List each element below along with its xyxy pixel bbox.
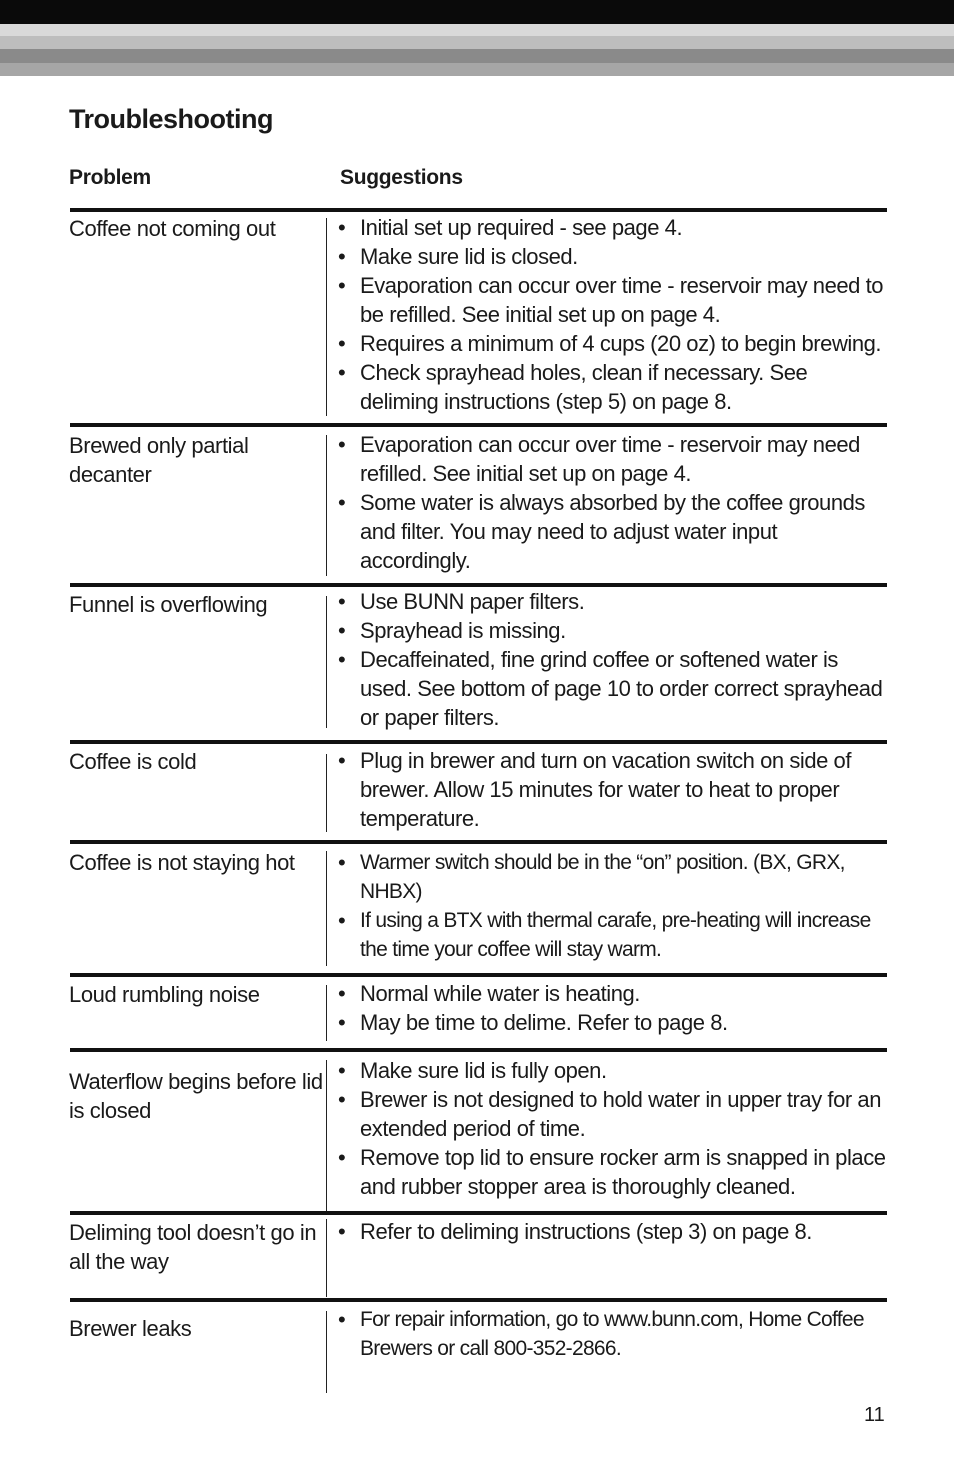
- suggestion-item: • Normal while water is heating.: [336, 979, 886, 1008]
- suggestion-item: • Plug in brewer and turn on vacation switch on side of brewer. Allow 15 minutes for water to heat to proper temperature.: [336, 746, 886, 833]
- problem-cell: Coffee is not staying hot: [69, 850, 295, 875]
- suggestion-item: • Sprayhead is missing.: [336, 616, 886, 645]
- suggestion-item: • If using a BTX with thermal carafe, pre-heating will increase the time your coffee will stay warm.: [336, 906, 886, 964]
- page-title: Troubleshooting: [69, 104, 273, 134]
- column-divider: [326, 596, 327, 728]
- suggestion-item: • Requires a minimum of 4 cups (20 oz) to begin brewing.: [336, 329, 886, 358]
- suggestion-item: • Check sprayhead holes, clean if necessary. See deliming instructions (step 5) on page 8.: [336, 358, 886, 416]
- problem-cell: Brewer leaks: [69, 1316, 192, 1341]
- row-divider: [70, 1211, 887, 1215]
- column-divider: [326, 985, 327, 1041]
- suggestions-list: [336, 587, 886, 732]
- suggestion-item: • For repair information, go to www.bunn.com, Home Coffee Brewers or call 800-352-2866.: [336, 1305, 886, 1363]
- suggestion-item: • Make sure lid is closed.: [336, 242, 886, 271]
- column-divider: [326, 1311, 327, 1393]
- row-divider: [70, 208, 887, 212]
- suggestions-list: [336, 848, 886, 964]
- suggestions-list: [336, 430, 886, 575]
- problem-cell: Brewed only partial decanter: [69, 433, 249, 487]
- row-divider: [70, 973, 887, 977]
- column-divider: [326, 218, 327, 416]
- suggestion-item: • Warmer switch should be in the “on” position. (BX, GRX, NHBX): [336, 848, 886, 906]
- suggestion-item: • Use BUNN paper filters.: [336, 587, 886, 616]
- suggestions-list: [336, 213, 886, 416]
- row-divider: [70, 840, 887, 844]
- column-divider: [326, 754, 327, 832]
- column-divider: [326, 851, 327, 966]
- problem-cell: Waterflow begins before lid is closed: [69, 1069, 323, 1123]
- suggestions-list: [336, 1056, 886, 1201]
- row-divider: [70, 1048, 887, 1052]
- problem-cell: Funnel is overflowing: [69, 592, 268, 617]
- problem-cell: Coffee is cold: [69, 749, 197, 774]
- suggestion-item: • Make sure lid is fully open.: [336, 1056, 886, 1085]
- suggestions-list: [336, 746, 886, 833]
- problem-column-header: Problem: [69, 166, 151, 189]
- suggestion-item: • May be time to delime. Refer to page 8.: [336, 1008, 886, 1037]
- problem-cell: Deliming tool doesn’t go in all the way: [69, 1220, 317, 1274]
- suggestion-item: • Initial set up required - see page 4.: [336, 213, 886, 242]
- suggestion-item: • Some water is always absorbed by the coffee grounds and filter. You may need to adjust water input accordingly.: [336, 488, 886, 575]
- row-divider: [70, 1298, 887, 1302]
- row-divider: [70, 423, 887, 427]
- suggestions-column-header: Suggestions: [340, 166, 463, 189]
- suggestion-item: • Brewer is not designed to hold water in upper tray for an extended period of time.: [336, 1085, 886, 1143]
- column-divider: [326, 1219, 327, 1297]
- suggestion-item: • Decaffeinated, fine grind coffee or softened water is used. See bottom of page 10 to order correct sprayhead or paper filters.: [336, 645, 886, 732]
- suggestions-list: [336, 1217, 886, 1246]
- row-divider: [70, 740, 887, 744]
- suggestion-item: • Evaporation can occur over time - reservoir may need refilled. See initial set up on page 4.: [336, 430, 886, 488]
- page-number: 11: [864, 1404, 885, 1426]
- suggestions-list: [336, 979, 886, 1037]
- problem-cell: Coffee not coming out: [69, 216, 276, 241]
- suggestion-item: • Evaporation can occur over time - reservoir may need to be refilled. See initial set up on page 4.: [336, 271, 886, 329]
- suggestion-item: • Refer to deliming instructions (step 3) on page 8.: [336, 1217, 886, 1246]
- column-divider: [326, 435, 327, 576]
- problem-cell: Loud rumbling noise: [69, 982, 260, 1007]
- column-divider: [326, 1060, 327, 1212]
- suggestions-list: [336, 1305, 886, 1363]
- suggestion-item: • Remove top lid to ensure rocker arm is snapped in place and rubber stopper area is thoroughly cleaned.: [336, 1143, 886, 1201]
